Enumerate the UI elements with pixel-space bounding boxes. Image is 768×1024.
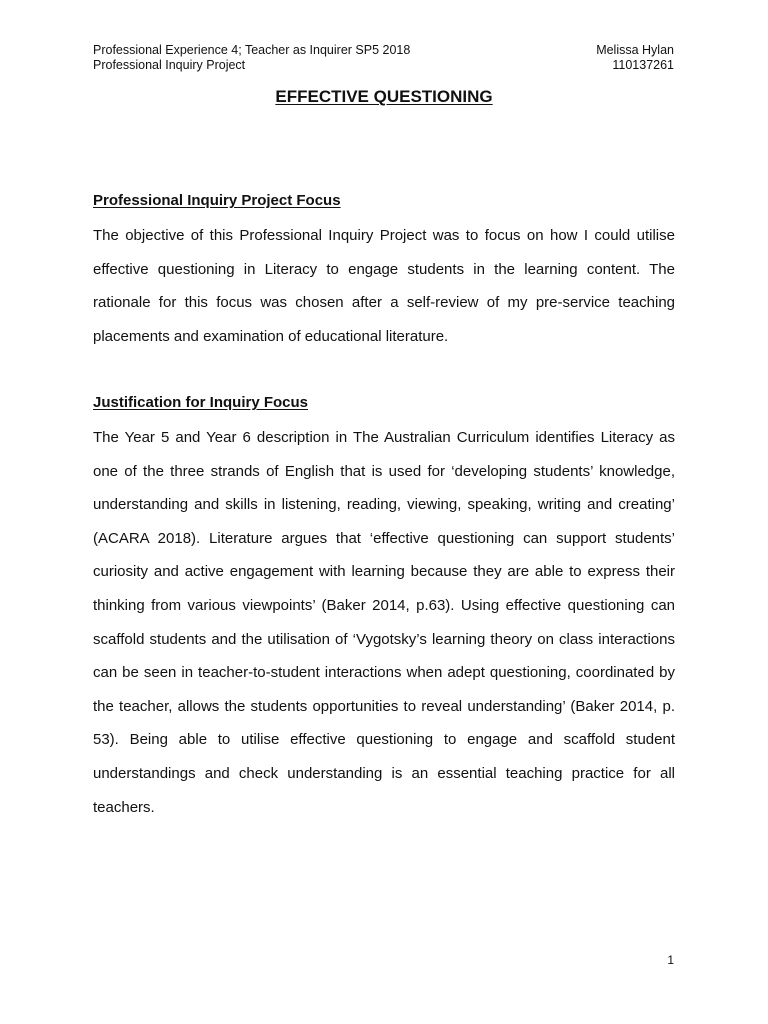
header-student-id: 110137261	[612, 57, 674, 72]
header-row-1	[93, 43, 674, 58]
page-number: 1	[667, 953, 674, 967]
header-author: Melissa Hylan	[596, 43, 674, 57]
section-body-focus: The objective of this Professional Inquiry Project was to focus on how I could utilise effective questioning in Literacy to engage students in the learning content. The rationale for this focus was chosen after a self-review of my pre-service teaching placements and examination of educational literature.	[93, 227, 675, 345]
header-row-2	[93, 58, 674, 73]
header-course: Professional Experience 4; Teacher as Inquirer SP5 2018	[93, 43, 411, 57]
header-project: Professional Inquiry Project	[93, 57, 246, 72]
section-heading-justification: Justification for Inquiry Focus	[93, 394, 309, 411]
section-heading-focus: Professional Inquiry Project Focus	[93, 192, 341, 209]
section-body-justification: The Year 5 and Year 6 description in The Australian Curriculum identifies Literacy as one of the three strands of English that is used for ‘developing students’ knowledge, understanding and skills in listening, reading, viewing, speaking, writing and creating’ (ACARA 2018). Literature argues that ‘effective questioning can support students’ curiosity and active engagement with learning because they are able to express their thinking from various viewpoints’ (Baker 2014, p.63). Using effective questioning can scaffold students and the utilisation of ‘Vygotsky’s learning theory on class interactions can be seen in teacher-to-student interactions when adept questioning, coordinated by the teacher, allows the students opportunities to reveal understanding’ (Baker 2014, p. 53). Being able to utilise effective questioning to engage and scaffold student understandings and check understanding is an essential teaching practice for all teachers.	[93, 429, 675, 816]
document-title: EFFECTIVE QUESTIONING	[275, 87, 493, 106]
page-header	[93, 43, 674, 72]
